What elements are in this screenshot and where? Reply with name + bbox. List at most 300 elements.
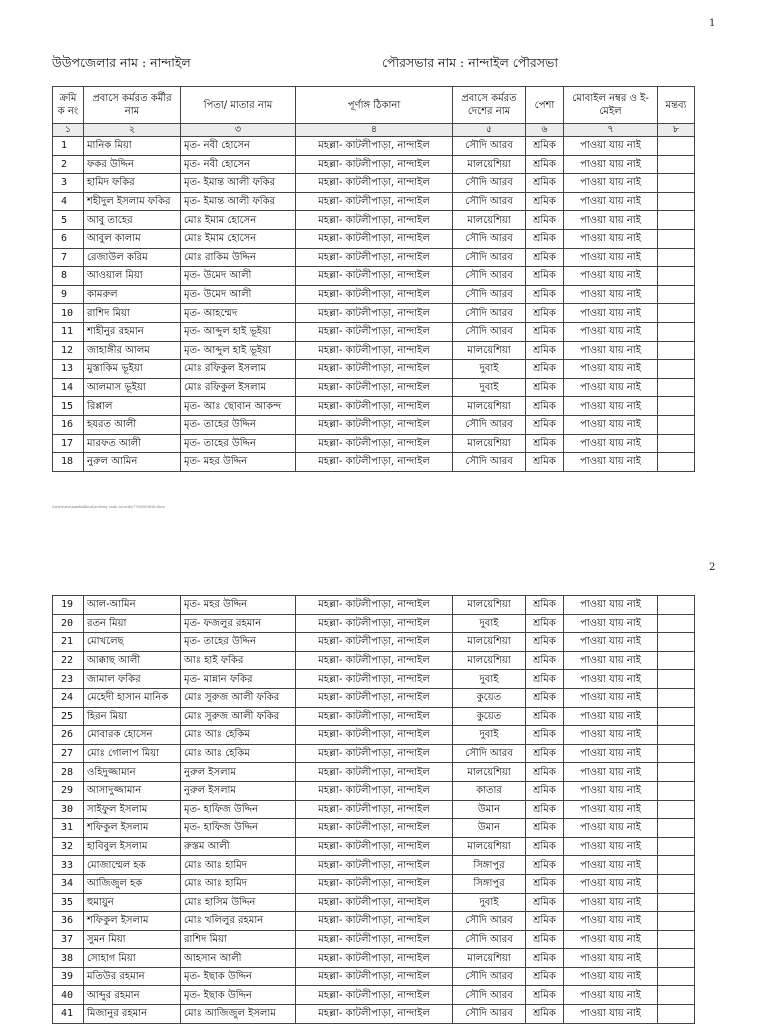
worker-name-cell: ফকর উদ্দিন <box>84 155 181 174</box>
worker-name-cell: মতিউর রহমান <box>84 967 181 986</box>
address-cell: মহল্লা- কাটলীপাড়া, নান্দাইল <box>296 651 453 670</box>
table-row <box>53 192 695 211</box>
worker-name-cell: মারফত আলী <box>84 434 181 453</box>
occupation-cell: শ্রমিক <box>526 415 564 434</box>
contact-cell: পাওয়া যায় নাই <box>564 726 658 745</box>
parent-name-cell: মৃত- উমেদ আলী <box>181 285 296 304</box>
serial-cell: 6 <box>53 229 84 248</box>
parent-name-cell: মোঃ আঃ হামিদ <box>181 856 296 875</box>
serial-cell: 33 <box>53 856 84 875</box>
serial-cell: 12 <box>53 341 84 360</box>
address-cell: মহল্লা- কাটলীপাড়া, নান্দাইল <box>296 248 453 267</box>
remarks-cell <box>658 211 695 230</box>
occupation-cell: শ্রমিক <box>526 949 564 968</box>
country-cell: কুয়েত <box>453 688 526 707</box>
contact-cell: পাওয়া যায় নাই <box>564 912 658 931</box>
worker-name-cell: আক্কাছ আলী <box>84 651 181 670</box>
country-cell: মালয়েশিয়া <box>453 837 526 856</box>
occupation-cell: শ্রমিক <box>526 856 564 875</box>
table-row <box>53 229 695 248</box>
remarks-cell <box>658 819 695 838</box>
parent-name-cell: মোঃ সুরুজ আলী ফকির <box>181 688 296 707</box>
table-row <box>53 837 695 856</box>
contact-cell: পাওয়া যায় নাই <box>564 893 658 912</box>
country-cell: সৌদি আরব <box>453 229 526 248</box>
remarks-cell <box>658 192 695 211</box>
parent-name-cell: মোঃ খলিলুর রহমান <box>181 912 296 931</box>
table-row <box>53 763 695 782</box>
serial-cell: 36 <box>53 912 84 931</box>
worker-name-cell: আলমাস ভূইয়া <box>84 378 181 397</box>
address-cell: মহল্লা- কাটলীপাড়া, নান্দাইল <box>296 453 453 472</box>
country-cell: দুবাই <box>453 378 526 397</box>
worker-name-cell: কামরুল <box>84 285 181 304</box>
occupation-cell: শ্রমিক <box>526 1005 564 1024</box>
remarks-cell <box>658 267 695 286</box>
address-cell: মহল্লা- কাটলীপাড়া, নান্দাইল <box>296 378 453 397</box>
remarks-cell <box>658 304 695 323</box>
remarks-cell <box>658 341 695 360</box>
parent-name-cell: মৃত- ইমান্ত আলী ফকির <box>181 174 296 193</box>
table-row <box>53 930 695 949</box>
remarks-cell <box>658 800 695 819</box>
address-cell: মহল্লা- কাটলীপাড়া, নান্দাইল <box>296 763 453 782</box>
country-cell: সৌদি আরব <box>453 174 526 193</box>
worker-table-page-1 <box>52 86 695 472</box>
worker-name-cell: শাহীনুর রহমান <box>84 322 181 341</box>
remarks-cell <box>658 415 695 434</box>
contact-cell: পাওয়া যায় নাই <box>564 304 658 323</box>
remarks-cell <box>658 155 695 174</box>
column-header-worker-name: প্রবাসে কর্মরত কর্মীর নাম <box>84 87 181 124</box>
remarks-cell <box>658 378 695 397</box>
occupation-cell: শ্রমিক <box>526 800 564 819</box>
parent-name-cell: মৃত- আঃ ছোবান আকন্দ <box>181 397 296 416</box>
country-cell: সৌদি আরব <box>453 322 526 341</box>
country-cell: সিঙ্গাপুর <box>453 874 526 893</box>
remarks-cell <box>658 285 695 304</box>
address-cell: মহল্লা- কাটলীপাড়া, নান্দাইল <box>296 137 453 156</box>
occupation-cell: শ্রমিক <box>526 837 564 856</box>
contact-cell: পাওয়া যায় নাই <box>564 651 658 670</box>
remarks-cell <box>658 893 695 912</box>
occupation-cell: শ্রমিক <box>526 763 564 782</box>
table-row <box>53 726 695 745</box>
remarks-cell <box>658 651 695 670</box>
parent-name-cell: আহসান আলী <box>181 949 296 968</box>
worker-name-cell: আল-আমিন <box>84 596 181 615</box>
column-number: ২ <box>84 124 181 137</box>
worker-name-cell: শফিকুল ইসলাম <box>84 819 181 838</box>
country-cell: সৌদি আরব <box>453 1005 526 1024</box>
worker-name-cell: ওহিদুজ্জামান <box>84 763 181 782</box>
contact-cell: পাওয়া যায় নাই <box>564 192 658 211</box>
remarks-cell <box>658 434 695 453</box>
remarks-cell <box>658 707 695 726</box>
serial-cell: 14 <box>53 378 84 397</box>
contact-cell: পাওয়া যায় নাই <box>564 744 658 763</box>
address-cell: মহল্লা- কাটলীপাড়া, নান্দাইল <box>296 837 453 856</box>
worker-name-cell: সোহাগ মিয়া <box>84 949 181 968</box>
address-cell: মহল্লা- কাটলীপাড়া, নান্দাইল <box>296 874 453 893</box>
occupation-cell: শ্রমিক <box>526 322 564 341</box>
remarks-cell <box>658 856 695 875</box>
parent-name-cell: মোঃ রাকিম উদ্দিন <box>181 248 296 267</box>
table-row <box>53 596 695 615</box>
table-row <box>53 155 695 174</box>
serial-cell: 40 <box>53 986 84 1005</box>
country-cell: উমান <box>453 819 526 838</box>
occupation-cell: শ্রমিক <box>526 304 564 323</box>
contact-cell: পাওয়া যায় নাই <box>564 763 658 782</box>
contact-cell: পাওয়া যায় নাই <box>564 781 658 800</box>
remarks-cell <box>658 633 695 652</box>
remarks-cell <box>658 967 695 986</box>
contact-cell: পাওয়া যায় নাই <box>564 415 658 434</box>
occupation-cell: শ্রমিক <box>526 930 564 949</box>
serial-cell: 18 <box>53 453 84 472</box>
footer-file-path: \\www\ww\nandaillocal\activity_task_records\7760580638.docx <box>52 505 165 509</box>
table-row <box>53 967 695 986</box>
remarks-cell <box>658 949 695 968</box>
table-row <box>53 781 695 800</box>
table-row <box>53 341 695 360</box>
country-cell: সৌদি আরব <box>453 285 526 304</box>
country-cell: সৌদি আরব <box>453 967 526 986</box>
table-row <box>53 744 695 763</box>
contact-cell: পাওয়া যায় নাই <box>564 800 658 819</box>
table-row <box>53 912 695 931</box>
remarks-cell <box>658 174 695 193</box>
country-cell: সৌদি আরব <box>453 744 526 763</box>
table-row <box>53 633 695 652</box>
occupation-cell: শ্রমিক <box>526 434 564 453</box>
occupation-cell: শ্রমিক <box>526 211 564 230</box>
worker-name-cell: শফিকুল ইসলাম <box>84 912 181 931</box>
worker-name-cell: শহীদুল ইসলাম ফকির <box>84 192 181 211</box>
parent-name-cell: মৃত- তাহের উদ্দিন <box>181 633 296 652</box>
address-cell: মহল্লা- কাটলীপাড়া, নান্দাইল <box>296 856 453 875</box>
column-number: ৫ <box>453 124 526 137</box>
table-row <box>53 285 695 304</box>
contact-cell: পাওয়া যায় নাই <box>564 614 658 633</box>
table-row <box>53 856 695 875</box>
column-header-country: প্রবাসে কর্মরত দেশের নাম <box>453 87 526 124</box>
occupation-cell: শ্রমিক <box>526 397 564 416</box>
parent-name-cell: মোঃ রফিকুল ইসলাম <box>181 378 296 397</box>
worker-name-cell: মানিক মিয়া <box>84 137 181 156</box>
address-cell: মহল্লা- কাটলীপাড়া, নান্দাইল <box>296 949 453 968</box>
address-cell: মহল্লা- কাটলীপাড়া, নান্দাইল <box>296 304 453 323</box>
occupation-cell: শ্রমিক <box>526 688 564 707</box>
table-row <box>53 137 695 156</box>
occupation-cell: শ্রমিক <box>526 341 564 360</box>
contact-cell: পাওয়া যায় নাই <box>564 360 658 379</box>
parent-name-cell: মৃত- ফজলুর রহমান <box>181 614 296 633</box>
table-body <box>53 596 695 1024</box>
country-cell: সৌদি আরব <box>453 267 526 286</box>
table-row <box>53 800 695 819</box>
contact-cell: পাওয়া যায় নাই <box>564 137 658 156</box>
table-row <box>53 304 695 323</box>
remarks-cell <box>658 360 695 379</box>
worker-name-cell: নুরুল আমিন <box>84 453 181 472</box>
address-cell: মহল্লা- কাটলীপাড়া, নান্দাইল <box>296 596 453 615</box>
occupation-cell: শ্রমিক <box>526 285 564 304</box>
parent-name-cell: মোঃ রফিকুল ইসলাম <box>181 360 296 379</box>
contact-cell: পাওয়া যায় নাই <box>564 670 658 689</box>
address-cell: মহল্লা- কাটলীপাড়া, নান্দাইল <box>296 211 453 230</box>
serial-cell: 31 <box>53 819 84 838</box>
serial-cell: 5 <box>53 211 84 230</box>
address-cell: মহল্লা- কাটলীপাড়া, নান্দাইল <box>296 322 453 341</box>
address-cell: মহল্লা- কাটলীপাড়া, নান্দাইল <box>296 614 453 633</box>
occupation-cell: শ্রমিক <box>526 912 564 931</box>
remarks-cell <box>658 229 695 248</box>
remarks-cell <box>658 726 695 745</box>
parent-name-cell: রাশিদ মিয়া <box>181 930 296 949</box>
remarks-cell <box>658 763 695 782</box>
parent-name-cell: মৃত- ইছাক উদ্দিন <box>181 986 296 1005</box>
serial-cell: 25 <box>53 707 84 726</box>
country-cell: মালয়েশিয়া <box>453 341 526 360</box>
worker-name-cell: মোখলেছ <box>84 633 181 652</box>
table-header-row <box>53 87 695 124</box>
contact-cell: পাওয়া যায় নাই <box>564 986 658 1005</box>
serial-cell: 8 <box>53 267 84 286</box>
occupation-cell: শ্রমিক <box>526 248 564 267</box>
country-cell: দুবাই <box>453 360 526 379</box>
country-cell: মালয়েশিয়া <box>453 434 526 453</box>
occupation-cell: শ্রমিক <box>526 726 564 745</box>
column-number: ৬ <box>526 124 564 137</box>
country-cell: কাতার <box>453 781 526 800</box>
contact-cell: পাওয়া যায় নাই <box>564 707 658 726</box>
parent-name-cell: মৃত- মহর উদ্দিন <box>181 453 296 472</box>
parent-name-cell: মৃত- মহর উদ্দিন <box>181 596 296 615</box>
serial-cell: 16 <box>53 415 84 434</box>
address-cell: মহল্লা- কাটলীপাড়া, নান্দাইল <box>296 174 453 193</box>
serial-cell: 24 <box>53 688 84 707</box>
remarks-cell <box>658 688 695 707</box>
country-cell: মালয়েশিয়া <box>453 596 526 615</box>
worker-name-cell: মিজানুর রহমান <box>84 1005 181 1024</box>
serial-cell: 10 <box>53 304 84 323</box>
column-header-parent-name: পিতা/ মাতার নাম <box>181 87 296 124</box>
address-cell: মহল্লা- কাটলীপাড়া, নান্দাইল <box>296 726 453 745</box>
worker-name-cell: রেজাউল করিম <box>84 248 181 267</box>
column-header-address: পূর্ণাঙ্গ ঠিকানা <box>296 87 453 124</box>
parent-name-cell: মৃত- ইছাক উদ্দিন <box>181 967 296 986</box>
occupation-cell: শ্রমিক <box>526 229 564 248</box>
parent-name-cell: আঃ হাই ফকির <box>181 651 296 670</box>
address-cell: মহল্লা- কাটলীপাড়া, নান্দাইল <box>296 155 453 174</box>
address-cell: মহল্লা- কাটলীপাড়া, নান্দাইল <box>296 912 453 931</box>
serial-cell: 17 <box>53 434 84 453</box>
address-cell: মহল্লা- কাটলীপাড়া, নান্দাইল <box>296 819 453 838</box>
serial-cell: 7 <box>53 248 84 267</box>
address-cell: মহল্লা- কাটলীপাড়া, নান্দাইল <box>296 285 453 304</box>
address-cell: মহল্লা- কাটলীপাড়া, নান্দাইল <box>296 415 453 434</box>
column-header-contact: মোবাইল নম্বর ও ই-মেইল <box>564 87 658 124</box>
worker-name-cell: আওয়াল মিয়া <box>84 267 181 286</box>
serial-cell: 21 <box>53 633 84 652</box>
column-header-serial: ক্রমি ক নং <box>53 87 84 124</box>
parent-name-cell: মৃত- হাফিজ উদ্দিন <box>181 819 296 838</box>
address-cell: মহল্লা- কাটলীপাড়া, নান্দাইল <box>296 688 453 707</box>
worker-name-cell: হাবিবুল ইসলাম <box>84 837 181 856</box>
page-number: 2 <box>709 562 716 573</box>
country-cell: দুবাই <box>453 670 526 689</box>
parent-name-cell: মোঃ সুরুজ আলী ফকির <box>181 707 296 726</box>
parent-name-cell: মোঃ আঃ হেকিম <box>181 744 296 763</box>
country-cell: সৌদি আরব <box>453 304 526 323</box>
table-row <box>53 415 695 434</box>
country-cell: মালয়েশিয়া <box>453 651 526 670</box>
serial-cell: 38 <box>53 949 84 968</box>
serial-cell: 35 <box>53 893 84 912</box>
serial-cell: 3 <box>53 174 84 193</box>
page-number: 1 <box>709 18 716 29</box>
occupation-cell: শ্রমিক <box>526 155 564 174</box>
address-cell: মহল্লা- কাটলীপাড়া, নান্দাইল <box>296 967 453 986</box>
worker-name-cell: আজিজুল হক <box>84 874 181 893</box>
worker-name-cell: হুমায়ুন <box>84 893 181 912</box>
address-cell: মহল্লা- কাটলীপাড়া, নান্দাইল <box>296 986 453 1005</box>
remarks-cell <box>658 397 695 416</box>
worker-name-cell: সাইফুল ইসলাম <box>84 800 181 819</box>
parent-name-cell: নুরুল ইসলাম <box>181 781 296 800</box>
parent-name-cell: মৃত- আহম্মেদ <box>181 304 296 323</box>
country-cell: সৌদি আরব <box>453 986 526 1005</box>
address-cell: মহল্লা- কাটলীপাড়া, নান্দাইল <box>296 800 453 819</box>
occupation-cell: শ্রমিক <box>526 651 564 670</box>
table-row <box>53 651 695 670</box>
contact-cell: পাওয়া যায় নাই <box>564 688 658 707</box>
contact-cell: পাওয়া যায় নাই <box>564 285 658 304</box>
worker-name-cell: রাশিদ মিয়া <box>84 304 181 323</box>
address-cell: মহল্লা- কাটলীপাড়া, নান্দাইল <box>296 670 453 689</box>
worker-name-cell: রিপ্পাল <box>84 397 181 416</box>
column-number: ১ <box>53 124 84 137</box>
country-cell: কুয়েত <box>453 707 526 726</box>
remarks-cell <box>658 930 695 949</box>
serial-cell: 39 <box>53 967 84 986</box>
occupation-cell: শ্রমিক <box>526 453 564 472</box>
country-cell: সৌদি আরব <box>453 248 526 267</box>
serial-cell: 28 <box>53 763 84 782</box>
serial-cell: 9 <box>53 285 84 304</box>
serial-cell: 1 <box>53 137 84 156</box>
contact-cell: পাওয়া যায় নাই <box>564 211 658 230</box>
serial-cell: 23 <box>53 670 84 689</box>
country-cell: মালয়েশিয়া <box>453 211 526 230</box>
parent-name-cell: মোঃ ইমাম হোসেন <box>181 229 296 248</box>
remarks-cell <box>658 453 695 472</box>
table-row <box>53 322 695 341</box>
serial-cell: 19 <box>53 596 84 615</box>
worker-name-cell: জামাল ফকির <box>84 670 181 689</box>
serial-cell: 37 <box>53 930 84 949</box>
serial-cell: 11 <box>53 322 84 341</box>
contact-cell: পাওয়া যায় নাই <box>564 322 658 341</box>
country-cell: সৌদি আরব <box>453 912 526 931</box>
table-row <box>53 267 695 286</box>
parent-name-cell: মোঃ আঃ হামিদ <box>181 874 296 893</box>
contact-cell: পাওয়া যায় নাই <box>564 397 658 416</box>
parent-name-cell: মোঃ ইমাম হোসেন <box>181 211 296 230</box>
table-row <box>53 614 695 633</box>
table-body <box>53 137 695 472</box>
contact-cell: পাওয়া যায় নাই <box>564 1005 658 1024</box>
occupation-cell: শ্রমিক <box>526 893 564 912</box>
contact-cell: পাওয়া যায় নাই <box>564 837 658 856</box>
serial-cell: 22 <box>53 651 84 670</box>
worker-name-cell: সুমন মিয়া <box>84 930 181 949</box>
address-cell: মহল্লা- কাটলীপাড়া, নান্দাইল <box>296 397 453 416</box>
remarks-cell <box>658 322 695 341</box>
occupation-cell: শ্রমিক <box>526 137 564 156</box>
occupation-cell: শ্রমিক <box>526 378 564 397</box>
municipality-name-label: পৌরসভার নাম : নান্দাইল পৌরসভা <box>382 55 558 70</box>
worker-name-cell: আব্দুর রহমান <box>84 986 181 1005</box>
address-cell: মহল্লা- কাটলীপাড়া, নান্দাইল <box>296 707 453 726</box>
serial-cell: 27 <box>53 744 84 763</box>
contact-cell: পাওয়া যায় নাই <box>564 434 658 453</box>
table-row <box>53 688 695 707</box>
occupation-cell: শ্রমিক <box>526 670 564 689</box>
contact-cell: পাওয়া যায় নাই <box>564 155 658 174</box>
country-cell: দুবাই <box>453 893 526 912</box>
parent-name-cell: রুস্তম আলী <box>181 837 296 856</box>
column-number: ৪ <box>296 124 453 137</box>
parent-name-cell: মৃত- উমেদ আলী <box>181 267 296 286</box>
occupation-cell: শ্রমিক <box>526 781 564 800</box>
worker-name-cell: মোজাম্মেল হক <box>84 856 181 875</box>
address-cell: মহল্লা- কাটলীপাড়া, নান্দাইল <box>296 893 453 912</box>
address-cell: মহল্লা- কাটলীপাড়া, নান্দাইল <box>296 633 453 652</box>
table-row <box>53 707 695 726</box>
address-cell: মহল্লা- কাটলীপাড়া, নান্দাইল <box>296 192 453 211</box>
contact-cell: পাওয়া যায় নাই <box>564 856 658 875</box>
country-cell: সিঙ্গাপুর <box>453 856 526 875</box>
contact-cell: পাওয়া যায় নাই <box>564 949 658 968</box>
occupation-cell: শ্রমিক <box>526 360 564 379</box>
remarks-cell <box>658 670 695 689</box>
country-cell: মালয়েশিয়া <box>453 633 526 652</box>
parent-name-cell: মৃত- তাহের উদ্দিন <box>181 434 296 453</box>
column-number-row <box>53 124 695 137</box>
parent-name-cell: মৃত- নবী হোসেন <box>181 137 296 156</box>
serial-cell: 20 <box>53 614 84 633</box>
parent-name-cell: মৃত- আব্দুল হাই ভূইয়া <box>181 322 296 341</box>
worker-name-cell: হযরত আলী <box>84 415 181 434</box>
column-header-occupation: পেশা <box>526 87 564 124</box>
table-row <box>53 174 695 193</box>
parent-name-cell: মোঃ আজিজুল ইসলাম <box>181 1005 296 1024</box>
occupation-cell: শ্রমিক <box>526 819 564 838</box>
occupation-cell: শ্রমিক <box>526 633 564 652</box>
contact-cell: পাওয়া যায় নাই <box>564 229 658 248</box>
worker-name-cell: হিরন মিয়া <box>84 707 181 726</box>
serial-cell: 15 <box>53 397 84 416</box>
occupation-cell: শ্রমিক <box>526 174 564 193</box>
worker-name-cell: হামিদ ফকির <box>84 174 181 193</box>
country-cell: মালয়েশিয়া <box>453 397 526 416</box>
contact-cell: পাওয়া যায় নাই <box>564 874 658 893</box>
serial-cell: 4 <box>53 192 84 211</box>
remarks-cell <box>658 614 695 633</box>
